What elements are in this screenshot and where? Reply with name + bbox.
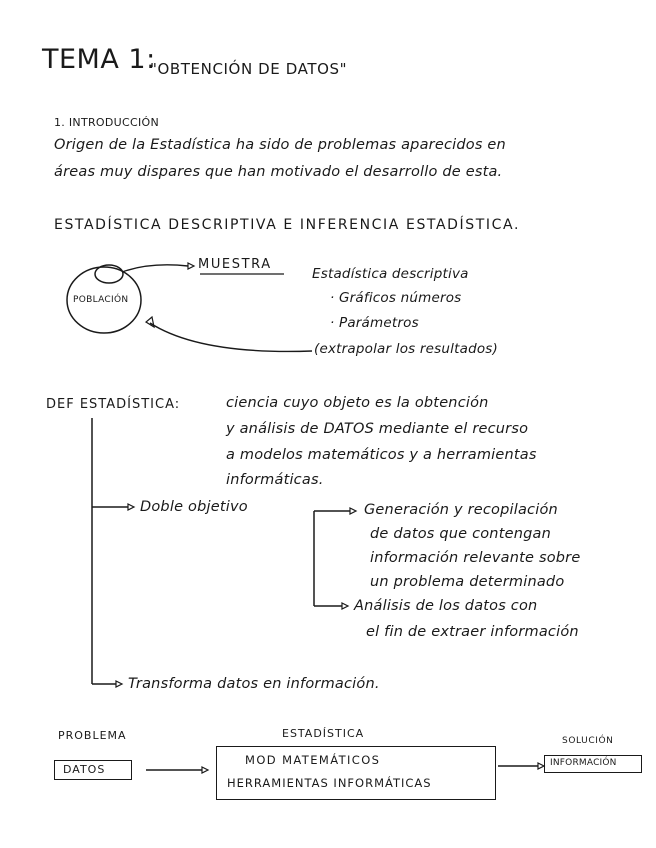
- sample-label: MUESTRA: [198, 257, 272, 272]
- intro-line2: áreas muy dispares que han motivado el desarrollo de esta.: [54, 164, 503, 180]
- problem-label: PROBLEMA: [58, 729, 127, 742]
- descriptive-item-graphs: · Gráficos números: [330, 290, 462, 306]
- objective2-line2: el fin de extraer información: [366, 624, 579, 640]
- transform-note: Transforma datos en información.: [128, 676, 380, 692]
- objective1-line3: información relevante sobre: [370, 550, 581, 566]
- statistics-box: [216, 746, 496, 800]
- page-title: TEMA 1:: [42, 44, 156, 75]
- statistics-line2: HERRAMIENTAS INFORMÁTICAS: [227, 776, 432, 790]
- sample-arrow: [122, 265, 188, 272]
- definition-line1: ciencia cuyo objeto es la obtención: [226, 395, 489, 411]
- objective2-line1: Análisis de los datos con: [354, 598, 538, 614]
- population-label: POBLACIÓN: [73, 295, 129, 305]
- objective1-line1: Generación y recopilación: [364, 502, 558, 518]
- descriptive-title: Estadística descriptiva: [312, 266, 469, 282]
- extrapolate-label: (extrapolar los resultados): [314, 341, 498, 357]
- solution-label: SOLUCIÓN: [562, 736, 614, 746]
- definition-label: DEF ESTADÍSTICA:: [46, 397, 181, 412]
- definition-line2: y análisis de DATOS mediante el recurso: [226, 421, 529, 437]
- objective1-line4: un problema determinado: [370, 574, 565, 590]
- section-heading: ESTADÍSTICA DESCRIPTIVA E INFERENCIA ESTADÍSTICA.: [54, 217, 521, 233]
- extrapolate-arrow: [150, 323, 312, 351]
- page-subtitle: "OBTENCIÓN DE DATOS": [150, 60, 348, 78]
- definition-line3: a modelos matemáticos y a herramientas: [226, 447, 537, 463]
- objective1-line2: de datos que contengan: [370, 526, 551, 542]
- information-box: [544, 755, 642, 773]
- data-box-label: DATOS: [63, 763, 106, 776]
- information-box-label: INFORMACIÓN: [550, 758, 617, 768]
- data-box: [54, 760, 132, 780]
- descriptive-item-parameters: · Parámetros: [330, 315, 419, 331]
- statistics-label: ESTADÍSTICA: [282, 727, 365, 740]
- double-objective-label: Doble objetivo: [140, 499, 248, 515]
- definition-line4: informáticas.: [226, 472, 324, 488]
- statistics-line1: MOD MATEMÁTICOS: [245, 753, 381, 767]
- sample-arrow-head: [188, 263, 194, 269]
- intro-line1: Origen de la Estadística ha sido de problemas aparecidos en: [54, 137, 506, 153]
- intro-heading: 1. INTRODUCCIÓN: [54, 116, 159, 129]
